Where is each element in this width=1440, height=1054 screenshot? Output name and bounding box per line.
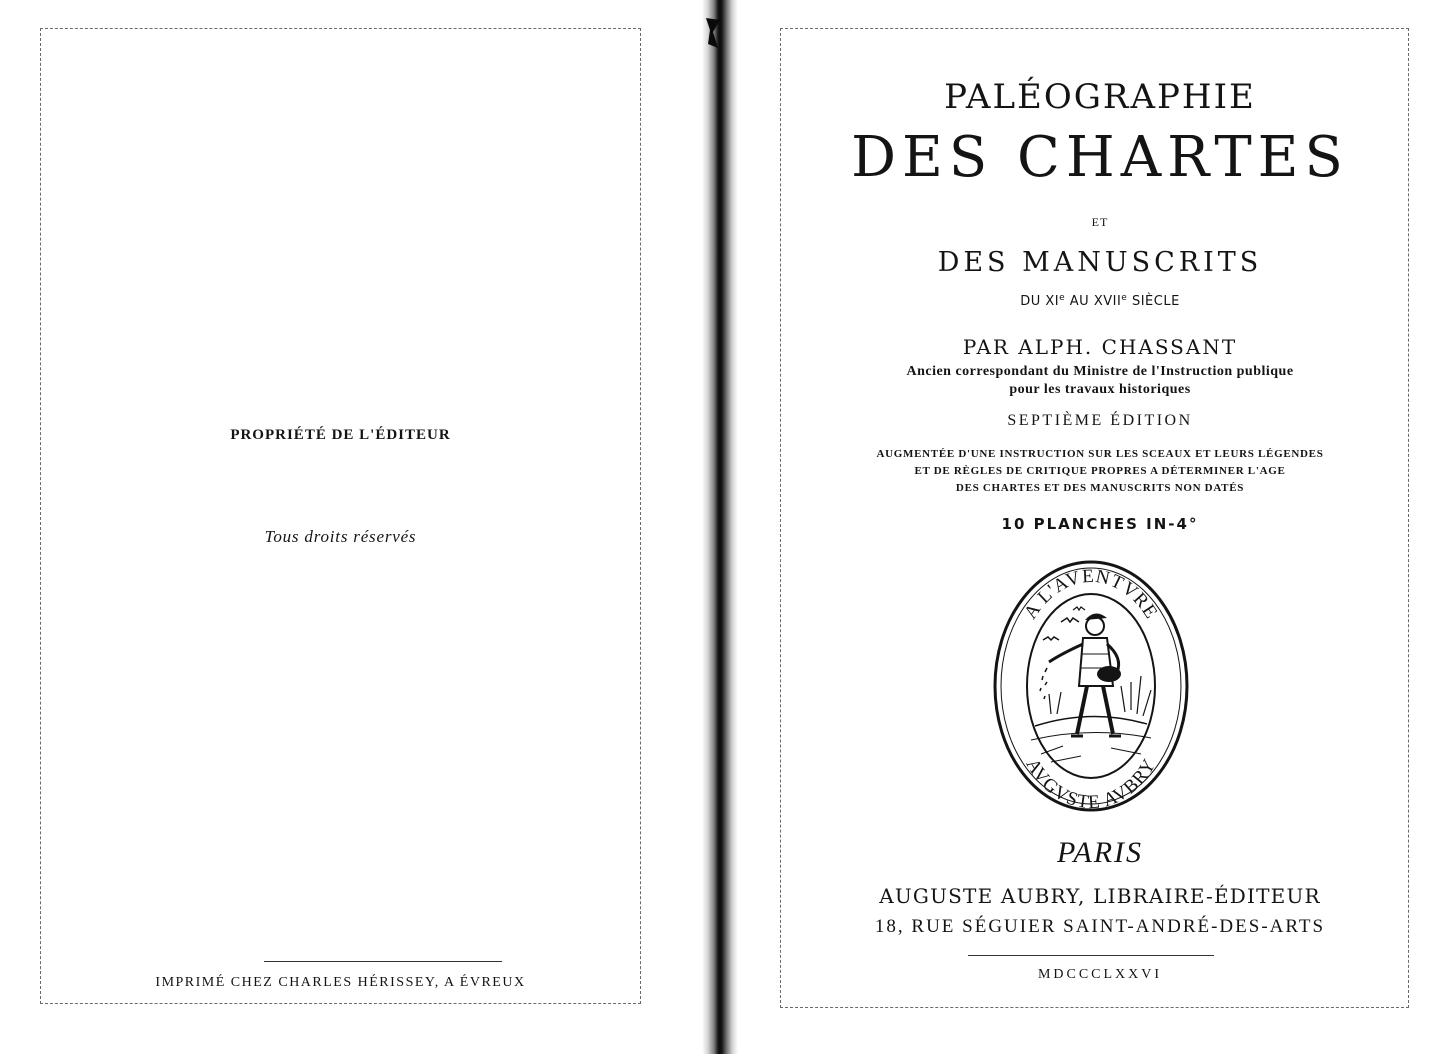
rights-reserved-notice: Tous droits réservés [264, 527, 417, 546]
title-page [796, 0, 1404, 1054]
augmentation-line-3: DES CHARTES ET DES MANUSCRITS NON DATÉS [955, 482, 1245, 494]
emblem-motto-top: A L'AVENTVRE [1020, 565, 1162, 623]
left-page-frame [40, 28, 641, 1004]
author-role-line-2: pour les travaux historiques [1009, 382, 1191, 397]
author-role-line-1: Ancien correspondant du Ministre de l'Instruction publique [906, 364, 1294, 379]
svg-text:AVGVSTE AVBRY [1021, 755, 1160, 813]
date-rule [968, 955, 1214, 956]
title-line-3: DES MANUSCRITS [937, 247, 1263, 278]
place-of-publication: PARIS [1056, 836, 1144, 869]
title-line-1: PALÉOGRAPHIE [944, 77, 1256, 117]
printer-rule [264, 961, 502, 962]
ownership-notice: PROPRIÉTÉ DE L'ÉDITEUR [230, 427, 451, 443]
book-gutter [702, 0, 738, 1054]
plates-note: 10 PLANCHES IN-4° [1001, 515, 1199, 533]
centuries-subtitle: DU XIe AU XVIIe SIÈCLE [1020, 293, 1180, 309]
author-name: PAR ALPH. CHASSANT [962, 335, 1238, 359]
sower-emblem-icon [991, 558, 1191, 814]
augmentation-line-1: AUGMENTÉE D'UNE INSTRUCTION SUR LES SCEAUX ET LEURS LÉGENDES [876, 448, 1324, 460]
edition-statement: SEPTIÈME ÉDITION [1007, 412, 1193, 429]
gutter-tear-icon [704, 18, 722, 48]
title-line-2: DES CHARTES [851, 125, 1349, 190]
printer-imprint: IMPRIMÉ CHEZ CHARLES HÉRISSEY, A ÉVREUX [155, 975, 526, 990]
publication-date: MDCCCLXXVI [1037, 967, 1163, 982]
augmentation-line-2: ET DE RÈGLES DE CRITIQUE PROPRES A DÉTERMINER L'AGE [914, 465, 1286, 477]
publisher-name: AUGUSTE AUBRY, LIBRAIRE-ÉDITEUR [879, 884, 1321, 908]
title-conjunction: ET [1091, 215, 1109, 229]
emblem-motto-bottom: AVGVSTE AVBRY [1021, 755, 1161, 814]
publisher-address: 18, RUE SÉGUIER SAINT-ANDRÉ-DES-ARTS [874, 916, 1326, 937]
